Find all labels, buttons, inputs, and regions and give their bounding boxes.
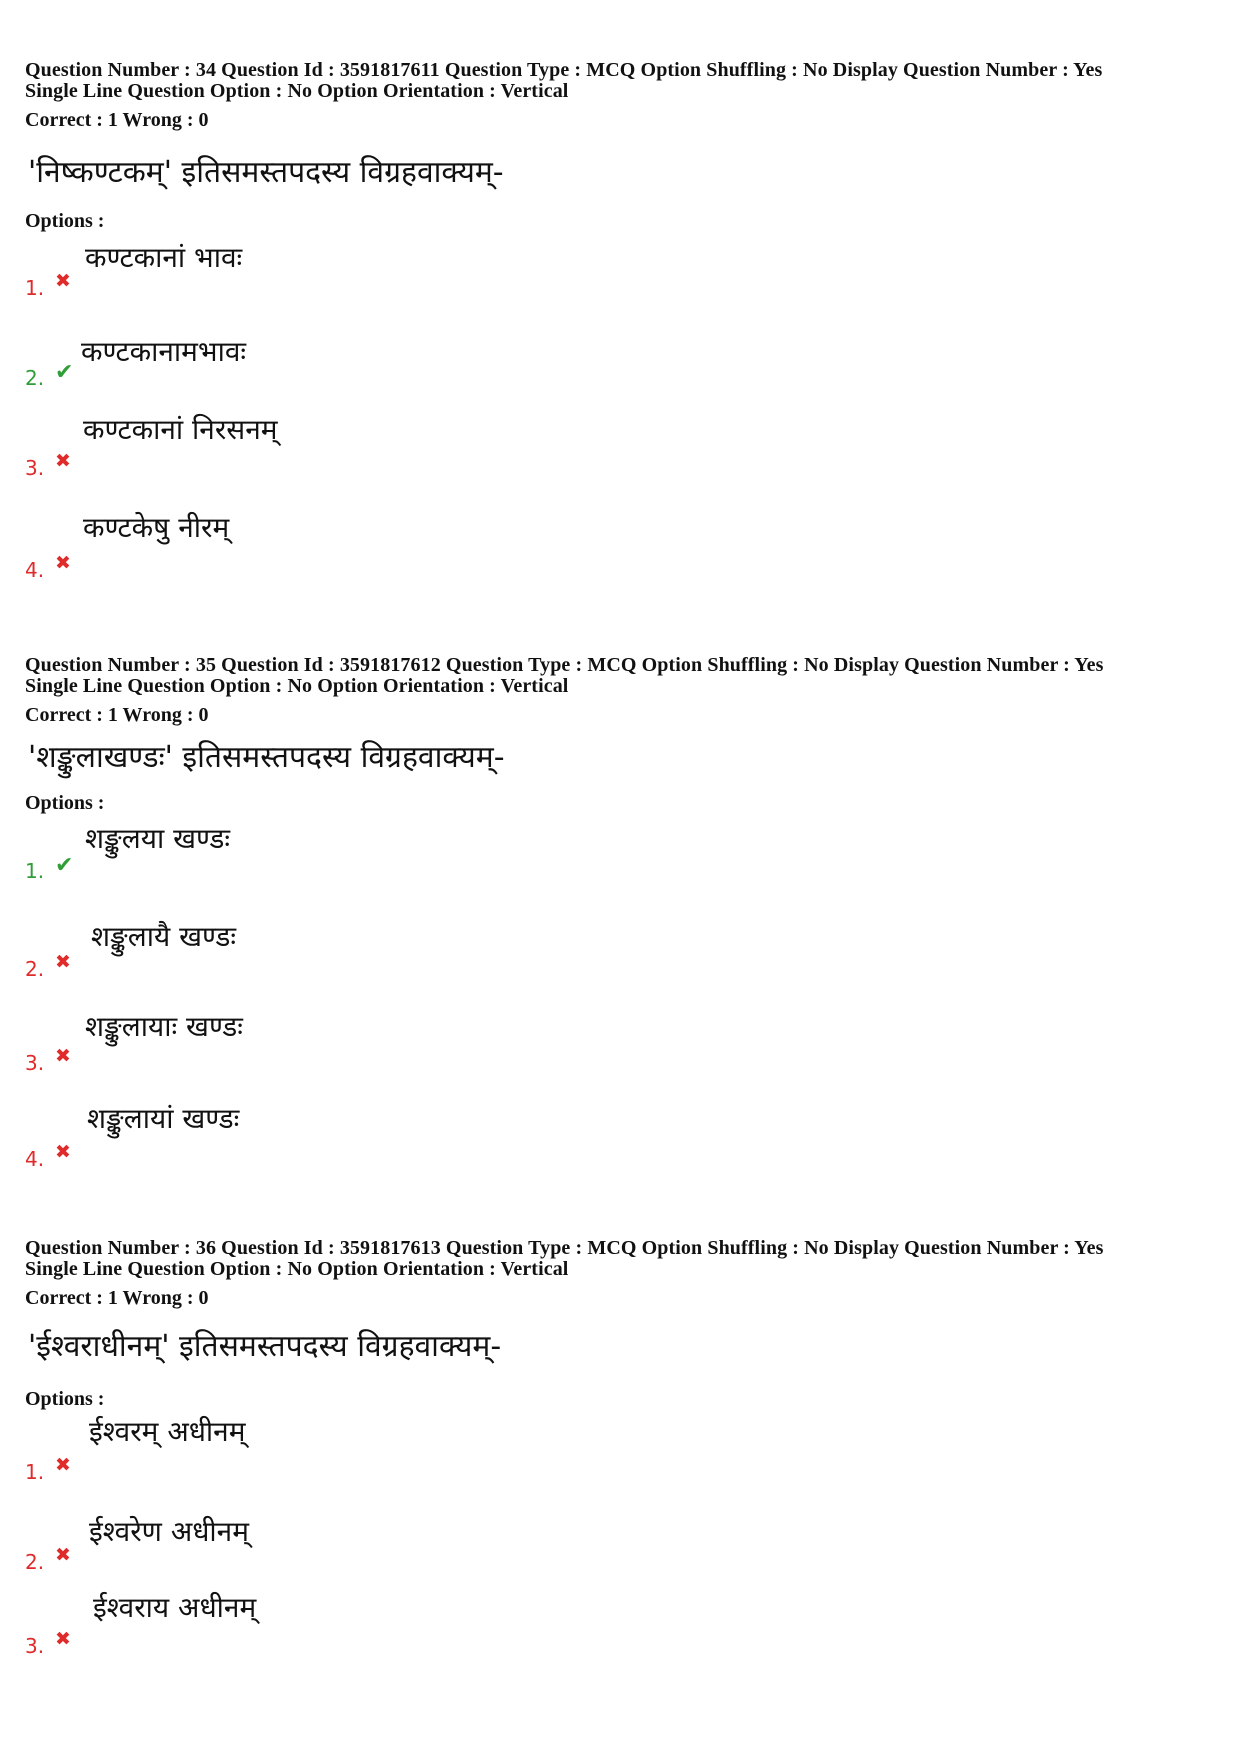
option-4[interactable]: [25, 1102, 625, 1171]
option-number: 1.: [25, 859, 45, 883]
option-number: 3.: [25, 1051, 45, 1075]
options-label: Options :: [25, 1388, 105, 1410]
option-1[interactable]: [25, 238, 625, 298]
option-number: 2.: [25, 366, 45, 390]
question-stem: 'ईश्वराधीनम्' इतिसमस्तपदस्य विग्रहवाक्यम्-: [28, 1329, 502, 1364]
checkmark-icon: ✔: [55, 360, 74, 385]
option-number: 1.: [25, 276, 45, 300]
cross-icon: ✖: [55, 1141, 71, 1163]
option-text: कण्टकानां निरसनम्: [83, 413, 278, 446]
question-stem: 'शङ्कुलाखण्डः' इतिसमस्तपदस्य विग्रहवाक्यम्-: [28, 740, 505, 775]
option-2[interactable]: [25, 1510, 625, 1574]
question-34: [25, 59, 1215, 582]
option-number: 4.: [25, 558, 45, 582]
cross-icon: ✖: [55, 1628, 71, 1650]
question-stem: 'निष्कण्टकम्' इतिसमस्तपदस्य विग्रहवाक्यम्-: [28, 155, 504, 190]
cross-icon: ✖: [55, 1544, 71, 1566]
options-label: Options :: [25, 210, 105, 232]
option-text: शङ्कुलायाः खण्डः: [85, 1010, 243, 1043]
cross-icon: ✖: [55, 450, 71, 472]
option-number: 4.: [25, 1147, 45, 1171]
option-4[interactable]: [25, 511, 625, 582]
option-number: 1.: [25, 1460, 45, 1484]
option-text: ईश्वराय अधीनम्: [93, 1591, 257, 1624]
question-meta-line2: Single Line Question Option : No Option Orientation : Vertical: [25, 675, 569, 697]
option-text: कण्टकानां भावः: [85, 241, 243, 274]
question-meta-line2: Single Line Question Option : No Option Orientation : Vertical: [25, 80, 569, 102]
cross-icon: ✖: [55, 270, 71, 292]
option-text: शङ्कुलया खण्डः: [85, 822, 230, 855]
question-meta: [25, 1238, 1215, 1280]
option-3[interactable]: [25, 1591, 625, 1658]
question-meta-line1: Question Number : 36 Question Id : 3591817613 Question Type : MCQ Option Shuffling : No Display Question Number : Yes: [25, 1237, 1104, 1259]
cross-icon: ✖: [55, 1454, 71, 1476]
correct-wrong-marks: Correct : 1 Wrong : 0: [25, 704, 209, 726]
cross-icon: ✖: [55, 552, 71, 574]
option-2[interactable]: [25, 328, 625, 388]
option-text: शङ्कुलायै खण्डः: [91, 920, 236, 953]
option-1[interactable]: [25, 823, 625, 883]
correct-wrong-marks: Correct : 1 Wrong : 0: [25, 1287, 209, 1309]
option-3[interactable]: [25, 413, 625, 480]
correct-wrong-marks: Correct : 1 Wrong : 0: [25, 109, 209, 131]
checkmark-icon: ✔: [55, 853, 74, 878]
option-text: ईश्वरम् अधीनम्: [89, 1415, 246, 1448]
option-number: 2.: [25, 1550, 45, 1574]
option-1[interactable]: [25, 1415, 625, 1484]
question-36: [25, 1237, 1215, 1658]
question-meta-line1: Question Number : 34 Question Id : 3591817611 Question Type : MCQ Option Shuffling : No Display Question Number : Yes: [25, 59, 1103, 81]
option-text: कण्टकेषु नीरम्: [83, 511, 230, 544]
question-meta: [25, 655, 1215, 697]
option-text: ईश्वरेण अधीनम्: [89, 1515, 249, 1548]
question-meta-line2: Single Line Question Option : No Option Orientation : Vertical: [25, 1258, 569, 1280]
option-number: 3.: [25, 1634, 45, 1658]
option-3[interactable]: [25, 1010, 625, 1075]
question-meta: [25, 60, 1215, 102]
option-text: शङ्कुलायां खण्डः: [87, 1102, 240, 1135]
option-number: 2.: [25, 957, 45, 981]
cross-icon: ✖: [55, 951, 71, 973]
option-text: कण्टकानामभावः: [81, 335, 247, 368]
option-number: 3.: [25, 456, 45, 480]
question-meta-line1: Question Number : 35 Question Id : 3591817612 Question Type : MCQ Option Shuffling : No Display Question Number : Yes: [25, 654, 1104, 676]
question-35: [25, 654, 1215, 1171]
options-label: Options :: [25, 792, 105, 814]
cross-icon: ✖: [55, 1045, 71, 1067]
option-2[interactable]: [25, 921, 625, 981]
